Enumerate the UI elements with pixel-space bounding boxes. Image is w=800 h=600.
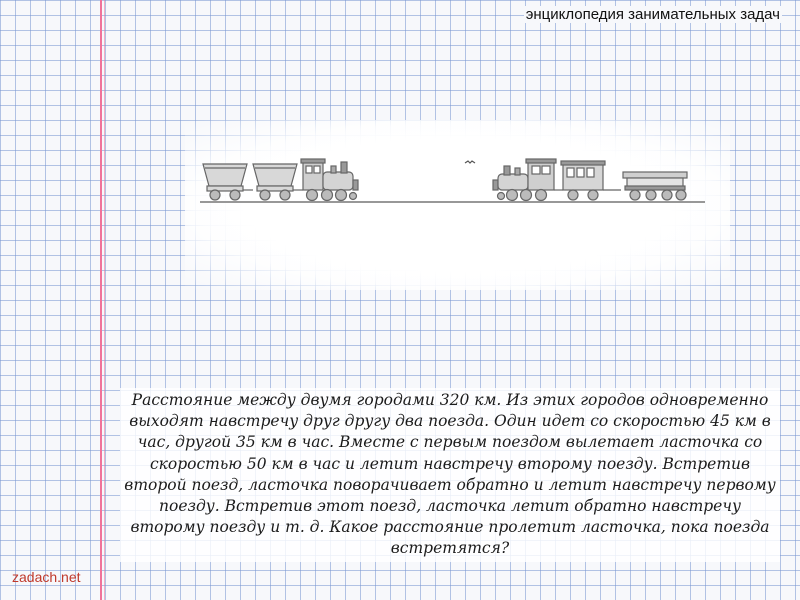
right-train [493,159,687,201]
notebook-margin-line [100,0,102,600]
site-link[interactable]: zadach.net [12,569,81,585]
trains-illustration [195,150,715,212]
left-train [203,159,358,201]
swallow-icon [465,161,475,163]
problem-text: Расстояние между двумя городами 320 км. Из этих городов одновременно выходят навстречу друг другу два поезда. Один идет со скоростью 45 км в час, другой 35 км в час. Вместе с первым поездом вылетает ласточка со скоростью 50 км в час и летит навстречу второму поезду. Встретив второй поезд, ласточка поворачивает обратно и летит навстречу первому поезду. Встретив этот поезд, ласточка летит обратно навстречу второму поезду и т. д. Какое расстояние пролетит ласточка, пока поезда встретятся? [120,388,780,562]
notebook-margin-line-secondary [104,0,105,600]
site-title: энциклопедия занимательных задач [525,6,780,23]
